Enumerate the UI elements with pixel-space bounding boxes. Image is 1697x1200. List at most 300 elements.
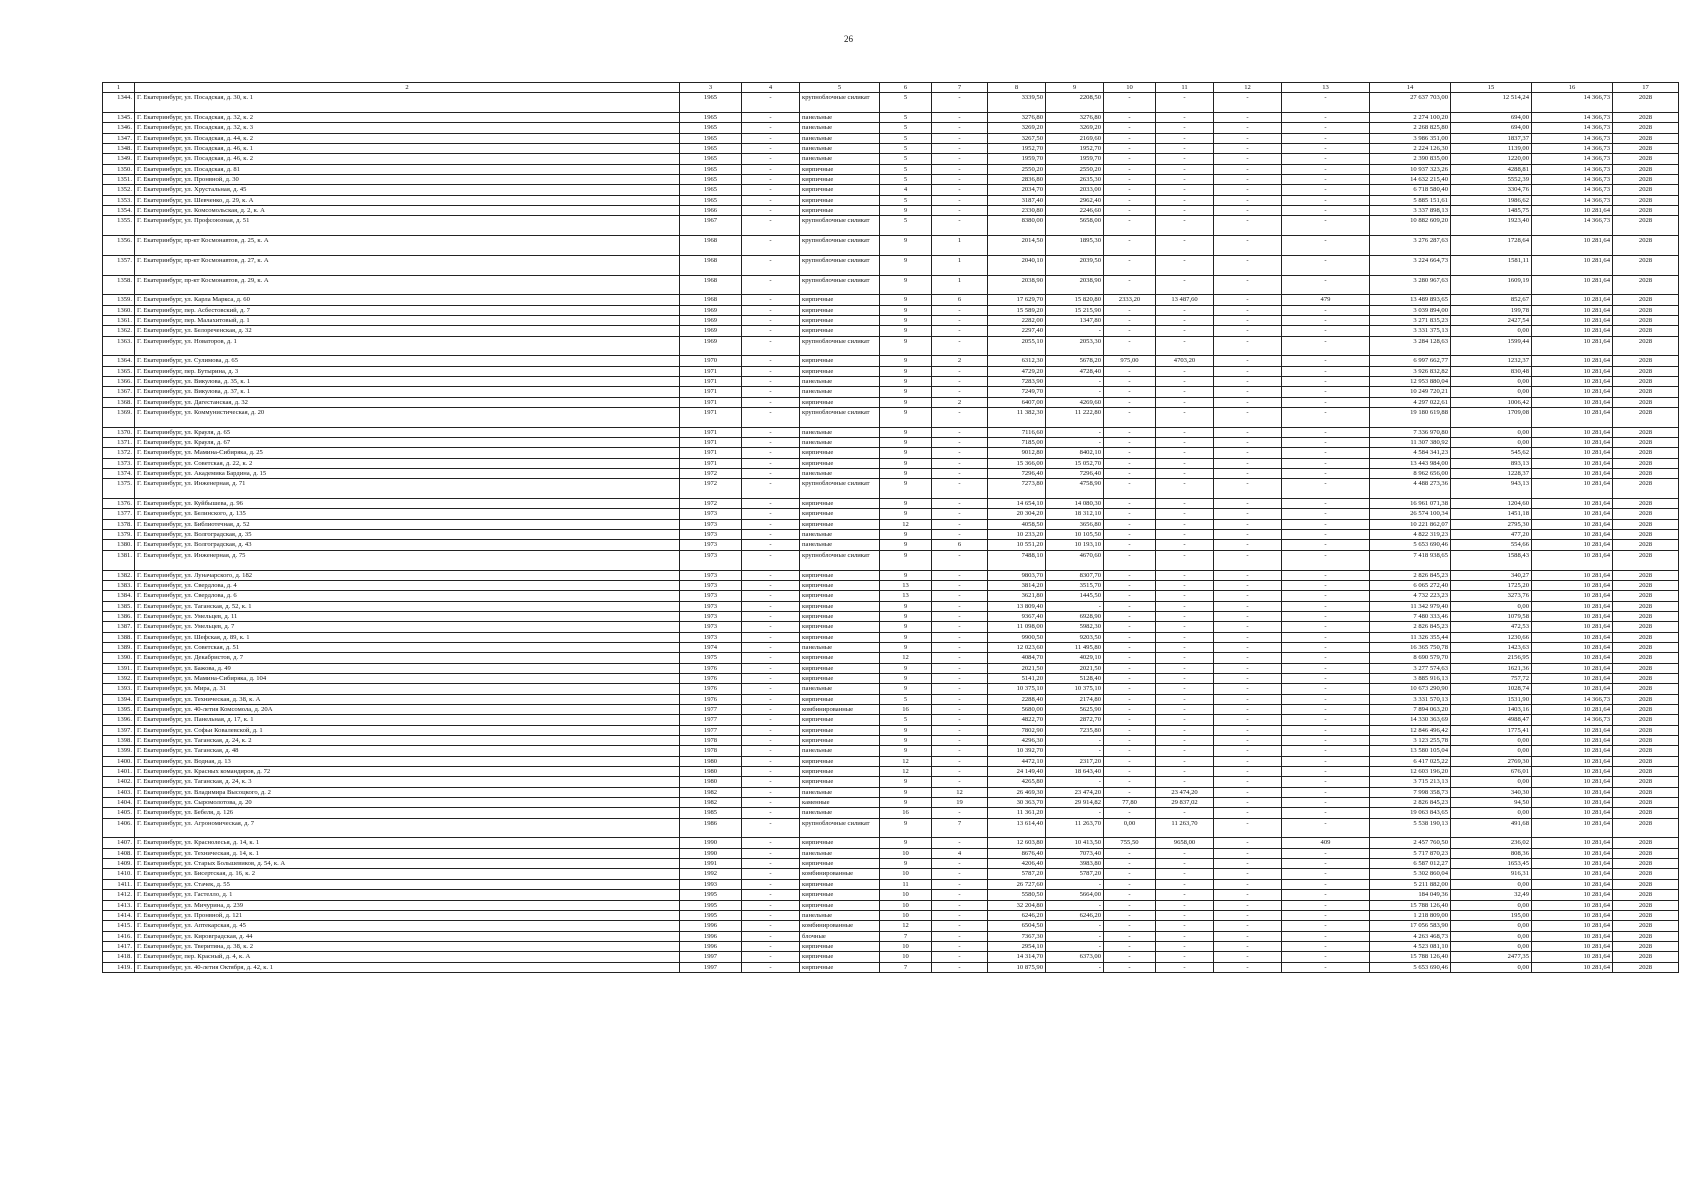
table-cell-col-8: 10 551,20	[988, 540, 1046, 550]
table-cell-col-15: 0,00	[1451, 326, 1532, 336]
table-cell-col-13: -	[1282, 509, 1370, 519]
table-cell-col-17: 2028	[1613, 952, 1679, 962]
table-cell-col-4: -	[742, 694, 800, 704]
table-cell-col-11: -	[1156, 808, 1214, 818]
table-cell-col-6: 9	[880, 798, 932, 808]
table-cell-col-15: 32,49	[1451, 890, 1532, 900]
table-cell-col-15: 1531,90	[1451, 694, 1532, 704]
table-cell-col-14: 4 297 022,61	[1370, 397, 1451, 407]
table-cell-col-15: 1588,43	[1451, 550, 1532, 570]
table-cell-col-5: панельные	[800, 910, 880, 920]
table-row	[103, 580, 1679, 590]
table-cell-col-7: -	[932, 206, 988, 216]
table-cell-col-15: 1230,66	[1451, 632, 1532, 642]
table-cell-col-8: 6407,00	[988, 397, 1046, 407]
table-cell-col-4: -	[742, 879, 800, 889]
table-cell-col-10: -	[1104, 704, 1156, 714]
table-row	[103, 777, 1679, 787]
table-cell-col-16: 10 281,64	[1532, 206, 1613, 216]
table-cell-col-5: кирпичные	[800, 206, 880, 216]
table-row	[103, 879, 1679, 889]
table-cell-col-1: 1344.	[103, 93, 135, 113]
table-cell-col-12: -	[1214, 900, 1282, 910]
table-cell-col-11: -	[1156, 601, 1214, 611]
table-cell-col-13: -	[1282, 499, 1370, 509]
table-cell-col-12: -	[1214, 952, 1282, 962]
table-cell-col-1: 1351.	[103, 175, 135, 185]
table-cell-col-5: панельные	[800, 746, 880, 756]
table-cell-col-11: -	[1156, 93, 1214, 113]
table-cell-col-2: Г. Екатеринбург, пр-кт Космонавтов, д. 29, к. А	[135, 275, 680, 295]
table-cell-col-17: 2028	[1613, 601, 1679, 611]
table-cell-col-9: 4670,60	[1046, 550, 1104, 570]
table-cell-col-4: -	[742, 154, 800, 164]
table-cell-col-17: 2028	[1613, 591, 1679, 601]
table-cell-col-17: 2028	[1613, 336, 1679, 356]
table-cell-col-9: 5625,90	[1046, 704, 1104, 714]
table-cell-col-16: 10 281,64	[1532, 859, 1613, 869]
table-cell-col-6: 10	[880, 910, 932, 920]
table-cell-col-14: 2 826 845,23	[1370, 570, 1451, 580]
table-cell-col-13: -	[1282, 767, 1370, 777]
table-cell-col-11: -	[1156, 469, 1214, 479]
table-cell-col-3: 1995	[680, 910, 742, 920]
table-cell-col-1: 1385.	[103, 601, 135, 611]
table-cell-col-7: -	[932, 601, 988, 611]
table-cell-col-2: Г. Екатеринбург, ул. Краснолесья, д. 14, к. 1	[135, 838, 680, 848]
table-cell-col-9: 5982,30	[1046, 622, 1104, 632]
table-cell-col-6: 9	[880, 499, 932, 509]
table-cell-col-11: -	[1156, 255, 1214, 275]
table-cell-col-12: -	[1214, 632, 1282, 642]
table-cell-col-14: 3 039 894,00	[1370, 305, 1451, 315]
table-cell-col-13: -	[1282, 458, 1370, 468]
table-cell-col-17: 2028	[1613, 642, 1679, 652]
table-cell-col-12: -	[1214, 530, 1282, 540]
table-cell-col-7: -	[932, 366, 988, 376]
table-cell-col-2: Г. Екатеринбург, ул. Волгоградская, д. 35	[135, 530, 680, 540]
table-cell-col-7: -	[932, 632, 988, 642]
table-cell-col-6: 13	[880, 591, 932, 601]
table-cell-col-4: -	[742, 458, 800, 468]
table-cell-col-16: 10 281,64	[1532, 376, 1613, 386]
table-cell-col-11: -	[1156, 154, 1214, 164]
table-cell-col-4: -	[742, 479, 800, 499]
table-cell-col-5: крупноблочные силикат	[800, 93, 880, 113]
table-cell-col-1: 1360.	[103, 305, 135, 315]
table-cell-col-8: 7367,30	[988, 931, 1046, 941]
table-cell-col-13: -	[1282, 715, 1370, 725]
table-cell-col-8: 4206,40	[988, 859, 1046, 869]
table-cell-col-8: 9803,70	[988, 570, 1046, 580]
table-cell-col-17: 2028	[1613, 673, 1679, 683]
table-cell-col-7: 6	[932, 540, 988, 550]
table-cell-col-12: -	[1214, 591, 1282, 601]
table-cell-col-13: -	[1282, 195, 1370, 205]
table-cell-col-11: 29 837,02	[1156, 798, 1214, 808]
column-number-17: 17	[1613, 83, 1679, 93]
table-cell-col-9: -	[1046, 941, 1104, 951]
table-cell-col-8: 12 603,80	[988, 838, 1046, 848]
table-cell-col-12: -	[1214, 879, 1282, 889]
table-cell-col-9: 2038,90	[1046, 275, 1104, 295]
table-cell-col-11: -	[1156, 642, 1214, 652]
table-cell-col-7: -	[932, 387, 988, 397]
table-cell-col-3: 1973	[680, 580, 742, 590]
table-cell-col-5: комбинированные	[800, 869, 880, 879]
table-cell-col-16: 10 281,64	[1532, 756, 1613, 766]
table-cell-col-14: 13 580 105,04	[1370, 746, 1451, 756]
table-cell-col-5: блочные	[800, 931, 880, 941]
table-cell-col-14: 3 271 835,23	[1370, 315, 1451, 325]
table-cell-col-6: 9	[880, 397, 932, 407]
table-cell-col-14: 3 337 898,13	[1370, 206, 1451, 216]
table-cell-col-5: крупноблочные силикат	[800, 255, 880, 275]
table-cell-col-7: -	[932, 611, 988, 621]
table-row	[103, 326, 1679, 336]
table-cell-col-7: -	[932, 910, 988, 920]
table-cell-col-17: 2028	[1613, 438, 1679, 448]
table-cell-col-9: 10 193,10	[1046, 540, 1104, 550]
table-cell-col-2: Г. Екатеринбург, ул. Куйбышева, д. 96	[135, 499, 680, 509]
table-cell-col-8: 7488,10	[988, 550, 1046, 570]
table-cell-col-11: -	[1156, 848, 1214, 858]
table-row	[103, 736, 1679, 746]
table-cell-col-2: Г. Екатеринбург, ул. Умельцев, д. 7	[135, 622, 680, 632]
table-cell-col-2: Г. Екатеринбург, ул. 40-летия Комсомола, д. 20А	[135, 704, 680, 714]
table-cell-col-17: 2028	[1613, 838, 1679, 848]
table-cell-col-10: -	[1104, 315, 1156, 325]
table-cell-col-7: -	[932, 408, 988, 428]
table-cell-col-8: 6312,30	[988, 356, 1046, 366]
table-cell-col-8: 7249,70	[988, 387, 1046, 397]
table-cell-col-10: -	[1104, 408, 1156, 428]
table-cell-col-13: -	[1282, 859, 1370, 869]
table-cell-col-11: -	[1156, 962, 1214, 972]
table-cell-col-5: кирпичные	[800, 900, 880, 910]
table-cell-col-13: -	[1282, 206, 1370, 216]
table-cell-col-16: 14 366,73	[1532, 185, 1613, 195]
table-cell-col-5: каменные	[800, 798, 880, 808]
table-cell-col-10: -	[1104, 952, 1156, 962]
table-row	[103, 601, 1679, 611]
table-cell-col-7: -	[932, 326, 988, 336]
table-cell-col-5: крупноблочные силикат	[800, 236, 880, 256]
table-cell-col-8: 32 204,80	[988, 900, 1046, 910]
table-row	[103, 890, 1679, 900]
table-cell-col-7: -	[932, 746, 988, 756]
table-cell-col-6: 5	[880, 195, 932, 205]
table-cell-col-9: 11 495,80	[1046, 642, 1104, 652]
table-cell-col-2: Г. Екатеринбург, ул. Посадская, д. 30, к. 1	[135, 93, 680, 113]
table-cell-col-12: -	[1214, 622, 1282, 632]
table-cell-col-7: -	[932, 580, 988, 590]
table-cell-col-14: 7 336 970,80	[1370, 427, 1451, 437]
table-cell-col-13: -	[1282, 448, 1370, 458]
table-cell-col-3: 1971	[680, 387, 742, 397]
table-cell-col-7: -	[932, 195, 988, 205]
page-number: 26	[844, 34, 853, 44]
table-cell-col-6: 10	[880, 952, 932, 962]
table-cell-col-3: 1996	[680, 921, 742, 931]
table-row	[103, 356, 1679, 366]
table-cell-col-16: 10 281,64	[1532, 663, 1613, 673]
table-cell-col-9: -	[1046, 962, 1104, 972]
table-cell-col-1: 1381.	[103, 550, 135, 570]
table-cell-col-2: Г. Екатеринбург, ул. Посадская, д. 46, к. 2	[135, 154, 680, 164]
table-cell-col-12: -	[1214, 663, 1282, 673]
table-cell-col-1: 1380.	[103, 540, 135, 550]
table-cell-col-7: 2	[932, 356, 988, 366]
table-cell-col-2: Г. Екатеринбург, ул. Умельцев, д. 11	[135, 611, 680, 621]
table-cell-col-14: 7 894 063,20	[1370, 704, 1451, 714]
table-cell-col-7: -	[932, 570, 988, 580]
column-number-9: 9	[1046, 83, 1104, 93]
table-cell-col-11: -	[1156, 519, 1214, 529]
table-row	[103, 175, 1679, 185]
table-cell-col-15: 1653,45	[1451, 859, 1532, 869]
table-cell-col-10: 2333,20	[1104, 295, 1156, 305]
table-cell-col-9: 4269,60	[1046, 397, 1104, 407]
table-cell-col-16: 10 281,64	[1532, 408, 1613, 428]
table-cell-col-16: 10 281,64	[1532, 580, 1613, 590]
table-cell-col-7: -	[932, 336, 988, 356]
table-cell-col-9: -	[1046, 427, 1104, 437]
table-cell-col-12: -	[1214, 509, 1282, 519]
table-cell-col-5: панельные	[800, 133, 880, 143]
table-cell-col-9: 7073,40	[1046, 848, 1104, 858]
table-cell-col-13: -	[1282, 540, 1370, 550]
table-cell-col-9: 8307,70	[1046, 570, 1104, 580]
table-cell-col-9: 10 105,50	[1046, 530, 1104, 540]
table-cell-col-14: 1 218 809,00	[1370, 910, 1451, 920]
table-row	[103, 684, 1679, 694]
table-cell-col-13: -	[1282, 570, 1370, 580]
table-cell-col-17: 2028	[1613, 519, 1679, 529]
table-cell-col-4: -	[742, 448, 800, 458]
table-cell-col-17: 2028	[1613, 408, 1679, 428]
table-cell-col-6: 13	[880, 580, 932, 590]
table-cell-col-1: 1365.	[103, 366, 135, 376]
table-cell-col-9: -	[1046, 900, 1104, 910]
table-cell-col-5: кирпичные	[800, 622, 880, 632]
table-cell-col-9: 10 375,10	[1046, 684, 1104, 694]
table-cell-col-15: 2795,30	[1451, 519, 1532, 529]
table-cell-col-17: 2028	[1613, 787, 1679, 797]
table-cell-col-17: 2028	[1613, 869, 1679, 879]
table-cell-col-9: 1445,50	[1046, 591, 1104, 601]
table-cell-col-9: -	[1046, 387, 1104, 397]
table-cell-col-15: 1725,20	[1451, 580, 1532, 590]
table-cell-col-7: -	[932, 931, 988, 941]
table-cell-col-9: 2872,70	[1046, 715, 1104, 725]
table-cell-col-2: Г. Екатеринбург, ул. Софьи Ковалевской, д. 1	[135, 725, 680, 735]
table-cell-col-6: 9	[880, 838, 932, 848]
table-cell-col-11: -	[1156, 408, 1214, 428]
table-cell-col-12: -	[1214, 376, 1282, 386]
table-cell-col-5: кирпичные	[800, 305, 880, 315]
table-cell-col-12: -	[1214, 336, 1282, 356]
table-cell-col-16: 10 281,64	[1532, 632, 1613, 642]
table-cell-col-9: 14 080,30	[1046, 499, 1104, 509]
table-cell-col-2: Г. Екатеринбург, ул. Дагестанская, д. 32	[135, 397, 680, 407]
table-cell-col-7: -	[932, 890, 988, 900]
table-cell-col-8: 2040,10	[988, 255, 1046, 275]
table-cell-col-12: -	[1214, 469, 1282, 479]
table-cell-col-13: -	[1282, 921, 1370, 931]
table-cell-col-4: -	[742, 376, 800, 386]
table-row	[103, 479, 1679, 499]
table-cell-col-16: 10 281,64	[1532, 941, 1613, 951]
table-cell-col-10: -	[1104, 326, 1156, 336]
table-cell-col-4: -	[742, 890, 800, 900]
table-cell-col-14: 10 673 290,90	[1370, 684, 1451, 694]
table-cell-col-2: Г. Екатеринбург, ул. Волгоградская, д. 43	[135, 540, 680, 550]
table-cell-col-8: 26 727,60	[988, 879, 1046, 889]
table-cell-col-11: 4703,20	[1156, 356, 1214, 366]
table-cell-col-10: -	[1104, 673, 1156, 683]
table-cell-col-8: 10 375,10	[988, 684, 1046, 694]
table-cell-col-16: 14 366,73	[1532, 195, 1613, 205]
table-row	[103, 275, 1679, 295]
table-cell-col-14: 2 274 100,20	[1370, 113, 1451, 123]
table-cell-col-12: -	[1214, 295, 1282, 305]
table-row	[103, 408, 1679, 428]
table-cell-col-17: 2028	[1613, 448, 1679, 458]
table-cell-col-16: 10 281,64	[1532, 684, 1613, 694]
table-cell-col-12: -	[1214, 315, 1282, 325]
table-cell-col-9: -	[1046, 879, 1104, 889]
table-cell-col-9: -	[1046, 438, 1104, 448]
table-cell-col-1: 1354.	[103, 206, 135, 216]
table-cell-col-11: -	[1156, 530, 1214, 540]
table-cell-col-8: 17 629,70	[988, 295, 1046, 305]
table-cell-col-5: панельные	[800, 387, 880, 397]
table-cell-col-11: -	[1156, 164, 1214, 174]
table-cell-col-6: 9	[880, 622, 932, 632]
table-cell-col-2: Г. Екатеринбург, ул. Академика Бардина, д. 15	[135, 469, 680, 479]
table-cell-col-15: 12 514,24	[1451, 93, 1532, 113]
table-cell-col-11: -	[1156, 921, 1214, 931]
table-cell-col-13: -	[1282, 164, 1370, 174]
table-cell-col-14: 5 653 690,46	[1370, 962, 1451, 972]
table-cell-col-2: Г. Екатеринбург, ул. Хрустальная, д. 45	[135, 185, 680, 195]
table-cell-col-8: 2330,80	[988, 206, 1046, 216]
table-cell-col-4: -	[742, 336, 800, 356]
table-cell-col-12: -	[1214, 921, 1282, 931]
table-cell-col-16: 10 281,64	[1532, 591, 1613, 601]
table-cell-col-10: 77,80	[1104, 798, 1156, 808]
table-row	[103, 694, 1679, 704]
table-cell-col-2: Г. Екатеринбург, ул. Новаторов, д. 1	[135, 336, 680, 356]
table-cell-col-12: -	[1214, 694, 1282, 704]
table-cell-col-10: -	[1104, 397, 1156, 407]
table-cell-col-9: 3656,80	[1046, 519, 1104, 529]
table-cell-col-1: 1384.	[103, 591, 135, 601]
table-cell-col-8: 9367,40	[988, 611, 1046, 621]
table-cell-col-10: -	[1104, 336, 1156, 356]
table-cell-col-15: 1581,11	[1451, 255, 1532, 275]
table-cell-col-14: 16 365 750,78	[1370, 642, 1451, 652]
table-cell-col-3: 1991	[680, 859, 742, 869]
table-cell-col-4: -	[742, 704, 800, 714]
table-cell-col-5: комбинированные	[800, 704, 880, 714]
table-row	[103, 704, 1679, 714]
table-cell-col-10: -	[1104, 550, 1156, 570]
table-cell-col-12: -	[1214, 458, 1282, 468]
table-cell-col-11: -	[1156, 777, 1214, 787]
table-cell-col-12: -	[1214, 715, 1282, 725]
table-cell-col-5: кирпичные	[800, 164, 880, 174]
table-cell-col-11: -	[1156, 427, 1214, 437]
table-cell-col-15: 2156,95	[1451, 653, 1532, 663]
table-cell-col-5: кирпичные	[800, 315, 880, 325]
table-cell-col-1: 1388.	[103, 632, 135, 642]
table-cell-col-3: 1972	[680, 479, 742, 499]
table-cell-col-4: -	[742, 519, 800, 529]
table-cell-col-8: 4729,20	[988, 366, 1046, 376]
table-cell-col-17: 2028	[1613, 550, 1679, 570]
table-cell-col-11: -	[1156, 900, 1214, 910]
table-cell-col-7: 6	[932, 295, 988, 305]
table-cell-col-14: 19 063 843,65	[1370, 808, 1451, 818]
table-cell-col-6: 9	[880, 818, 932, 838]
table-cell-col-11: -	[1156, 725, 1214, 735]
table-cell-col-15: 340,30	[1451, 787, 1532, 797]
table-cell-col-10: -	[1104, 458, 1156, 468]
table-cell-col-1: 1397.	[103, 725, 135, 735]
table-cell-col-1: 1407.	[103, 838, 135, 848]
table-cell-col-12: -	[1214, 427, 1282, 437]
table-cell-col-8: 30 363,70	[988, 798, 1046, 808]
table-cell-col-7: -	[932, 952, 988, 962]
table-cell-col-16: 10 281,64	[1532, 255, 1613, 275]
table-cell-col-16: 10 281,64	[1532, 326, 1613, 336]
table-cell-col-7: 1	[932, 255, 988, 275]
table-cell-col-6: 12	[880, 653, 932, 663]
table-cell-col-14: 4 488 273,36	[1370, 479, 1451, 499]
table-cell-col-3: 1976	[680, 684, 742, 694]
table-cell-col-14: 2 268 825,80	[1370, 123, 1451, 133]
table-cell-col-9: 2246,60	[1046, 206, 1104, 216]
table-cell-col-13: -	[1282, 890, 1370, 900]
table-cell-col-9: 29 914,82	[1046, 798, 1104, 808]
table-cell-col-17: 2028	[1613, 632, 1679, 642]
table-cell-col-15: 1220,00	[1451, 154, 1532, 164]
table-cell-col-3: 1997	[680, 952, 742, 962]
table-cell-col-8: 2055,10	[988, 336, 1046, 356]
table-cell-col-17: 2028	[1613, 622, 1679, 632]
table-cell-col-15: 1079,58	[1451, 611, 1532, 621]
table-cell-col-3: 1972	[680, 469, 742, 479]
table-cell-col-1: 1377.	[103, 509, 135, 519]
table-cell-col-17: 2028	[1613, 859, 1679, 869]
table-cell-col-4: -	[742, 540, 800, 550]
table-cell-col-12: -	[1214, 164, 1282, 174]
table-cell-col-2: Г. Екатеринбург, ул. 40-летия Октября, д. 42, к. 1	[135, 962, 680, 972]
table-cell-col-3: 1971	[680, 427, 742, 437]
table-cell-col-3: 1965	[680, 154, 742, 164]
table-cell-col-10: -	[1104, 387, 1156, 397]
table-cell-col-2: Г. Екатеринбург, ул. Декабристов, д. 7	[135, 653, 680, 663]
table-cell-col-7: -	[932, 113, 988, 123]
table-cell-col-6: 9	[880, 509, 932, 519]
table-cell-col-10: -	[1104, 206, 1156, 216]
table-cell-col-9: -	[1046, 326, 1104, 336]
table-cell-col-12: -	[1214, 736, 1282, 746]
table-cell-col-1: 1349.	[103, 154, 135, 164]
table-cell-col-7: -	[932, 663, 988, 673]
